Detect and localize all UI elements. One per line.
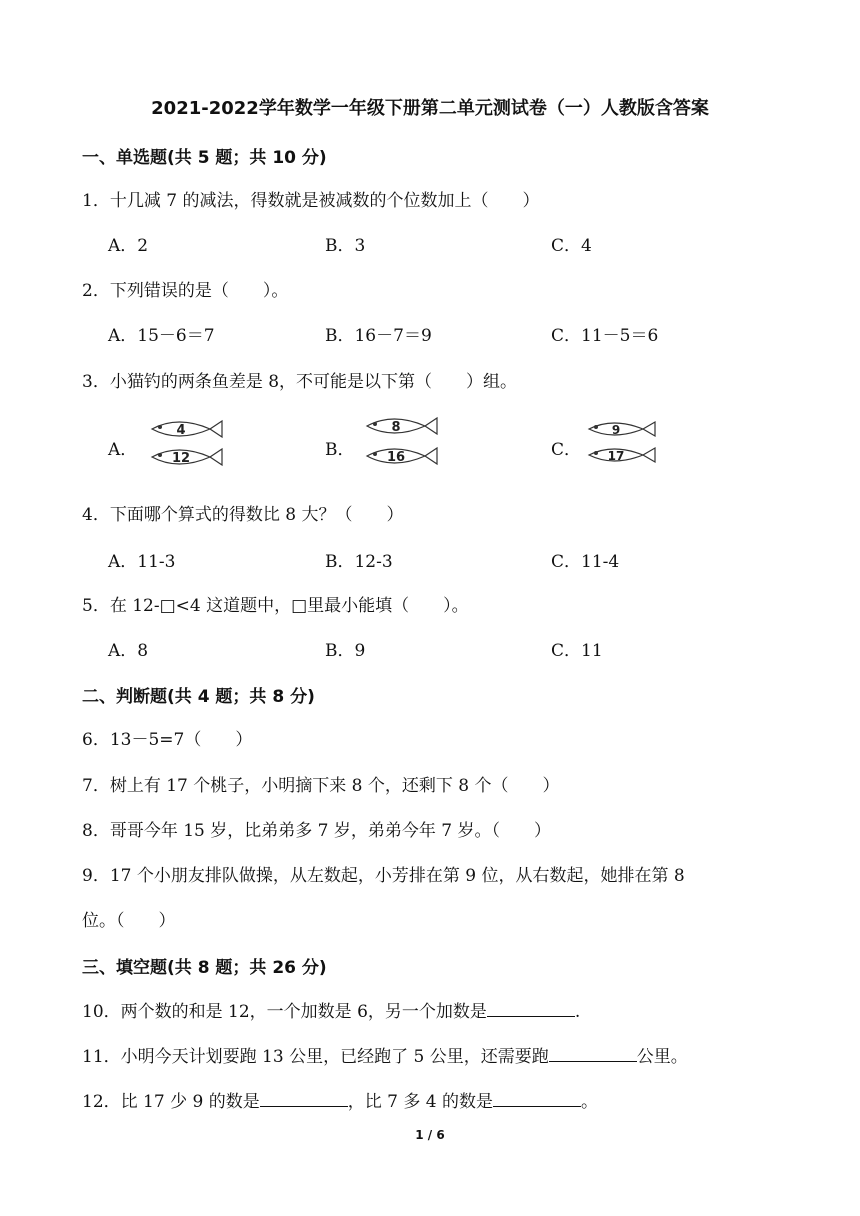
q3-option-b: B． xyxy=(325,440,355,460)
question-9-text-line2: 位。（ ） xyxy=(82,911,176,931)
q3-option-c: C． xyxy=(551,440,582,460)
fish-pair-a xyxy=(148,416,230,472)
section-heading-true-false: 二、判断题(共 4 题；共 8 分) xyxy=(82,687,315,707)
q1-option-c: C．4 xyxy=(551,236,592,256)
answer-blank[interactable] xyxy=(487,998,575,1017)
q4-option-a: A．11-3 xyxy=(108,552,176,572)
question-6-text: 6．13－5=7（ ） xyxy=(82,730,253,750)
q4-option-b: B．12-3 xyxy=(325,552,393,572)
question-2-text: 2．下列错误的是（ ）。 xyxy=(82,281,289,301)
q2-option-a: A．15－6＝7 xyxy=(108,326,215,346)
q3-option-a: A． xyxy=(108,440,138,460)
q1-option-a: A．2 xyxy=(108,236,149,256)
answer-blank[interactable] xyxy=(549,1043,637,1062)
q5-option-a: A．8 xyxy=(108,641,149,661)
question-3-text: 3．小猫钓的两条鱼差是 8，不可能是以下第（ ）组。 xyxy=(82,372,518,392)
section-heading-single-choice: 一、单选题(共 5 题；共 10 分) xyxy=(82,148,327,168)
fish-pair-b xyxy=(363,412,445,470)
question-11-text: 11．小明今天计划要跑 13 公里，已经跑了 5 公里，还需要跑 xyxy=(82,1047,549,1067)
question-12-middle: ，比 7 多 4 的数是 xyxy=(347,1092,493,1112)
q4-option-c: C．11-4 xyxy=(551,552,620,572)
question-10 xyxy=(82,997,580,1022)
page-number: 1 / 6 xyxy=(415,1128,445,1142)
section-heading-fill-in: 三、填空题(共 8 题；共 26 分) xyxy=(82,958,327,978)
question-8-text: 8．哥哥今年 15 岁，比弟弟多 7 岁，弟弟今年 7 岁。（ ） xyxy=(82,821,552,841)
answer-blank[interactable] xyxy=(260,1088,348,1107)
question-11-tail: 公里。 xyxy=(636,1047,688,1067)
answer-blank[interactable] xyxy=(493,1088,581,1107)
question-12-text: 12．比 17 少 9 的数是 xyxy=(82,1092,260,1112)
question-12 xyxy=(82,1087,598,1112)
q5-option-b: B．9 xyxy=(325,641,366,661)
fish-number: 16 xyxy=(386,450,406,465)
q5-option-c: C．11 xyxy=(551,641,603,661)
fish-number: 9 xyxy=(611,423,621,437)
question-10-tail: . xyxy=(574,1002,581,1022)
fish-number: 12 xyxy=(171,451,191,466)
fish-number: 8 xyxy=(391,420,401,435)
question-1-text: 1．十几减 7 的减法，得数就是被减数的个位数加上（ ） xyxy=(82,191,540,211)
question-7-text: 7．树上有 17 个桃子，小明摘下来 8 个，还剩下 8 个（ ） xyxy=(82,776,560,796)
fish-number: 4 xyxy=(176,423,186,438)
question-11 xyxy=(82,1042,688,1067)
fish-number: 17 xyxy=(607,449,625,463)
question-12-tail: 。 xyxy=(580,1092,598,1112)
q2-option-b: B．16－7＝9 xyxy=(325,326,432,346)
question-5-text: 5．在 12-□<4 这道题中，□里最小能填（ ）。 xyxy=(82,596,469,616)
question-9-text-line1: 9．17 个小朋友排队做操，从左数起，小芳排在第 9 位，从右数起，她排在第 8 xyxy=(82,866,685,886)
question-10-text: 10．两个数的和是 12，一个加数是 6，另一个加数是 xyxy=(82,1002,487,1022)
question-4-text: 4．下面哪个算式的得数比 8 大？（ ） xyxy=(82,505,404,525)
q1-option-b: B．3 xyxy=(325,236,366,256)
fish-pair-c xyxy=(585,417,663,469)
document-title: 2021-2022学年数学一年级下册第二单元测试卷（一）人教版含答案 xyxy=(151,98,709,119)
q2-option-c: C．11－5＝6 xyxy=(551,326,659,346)
